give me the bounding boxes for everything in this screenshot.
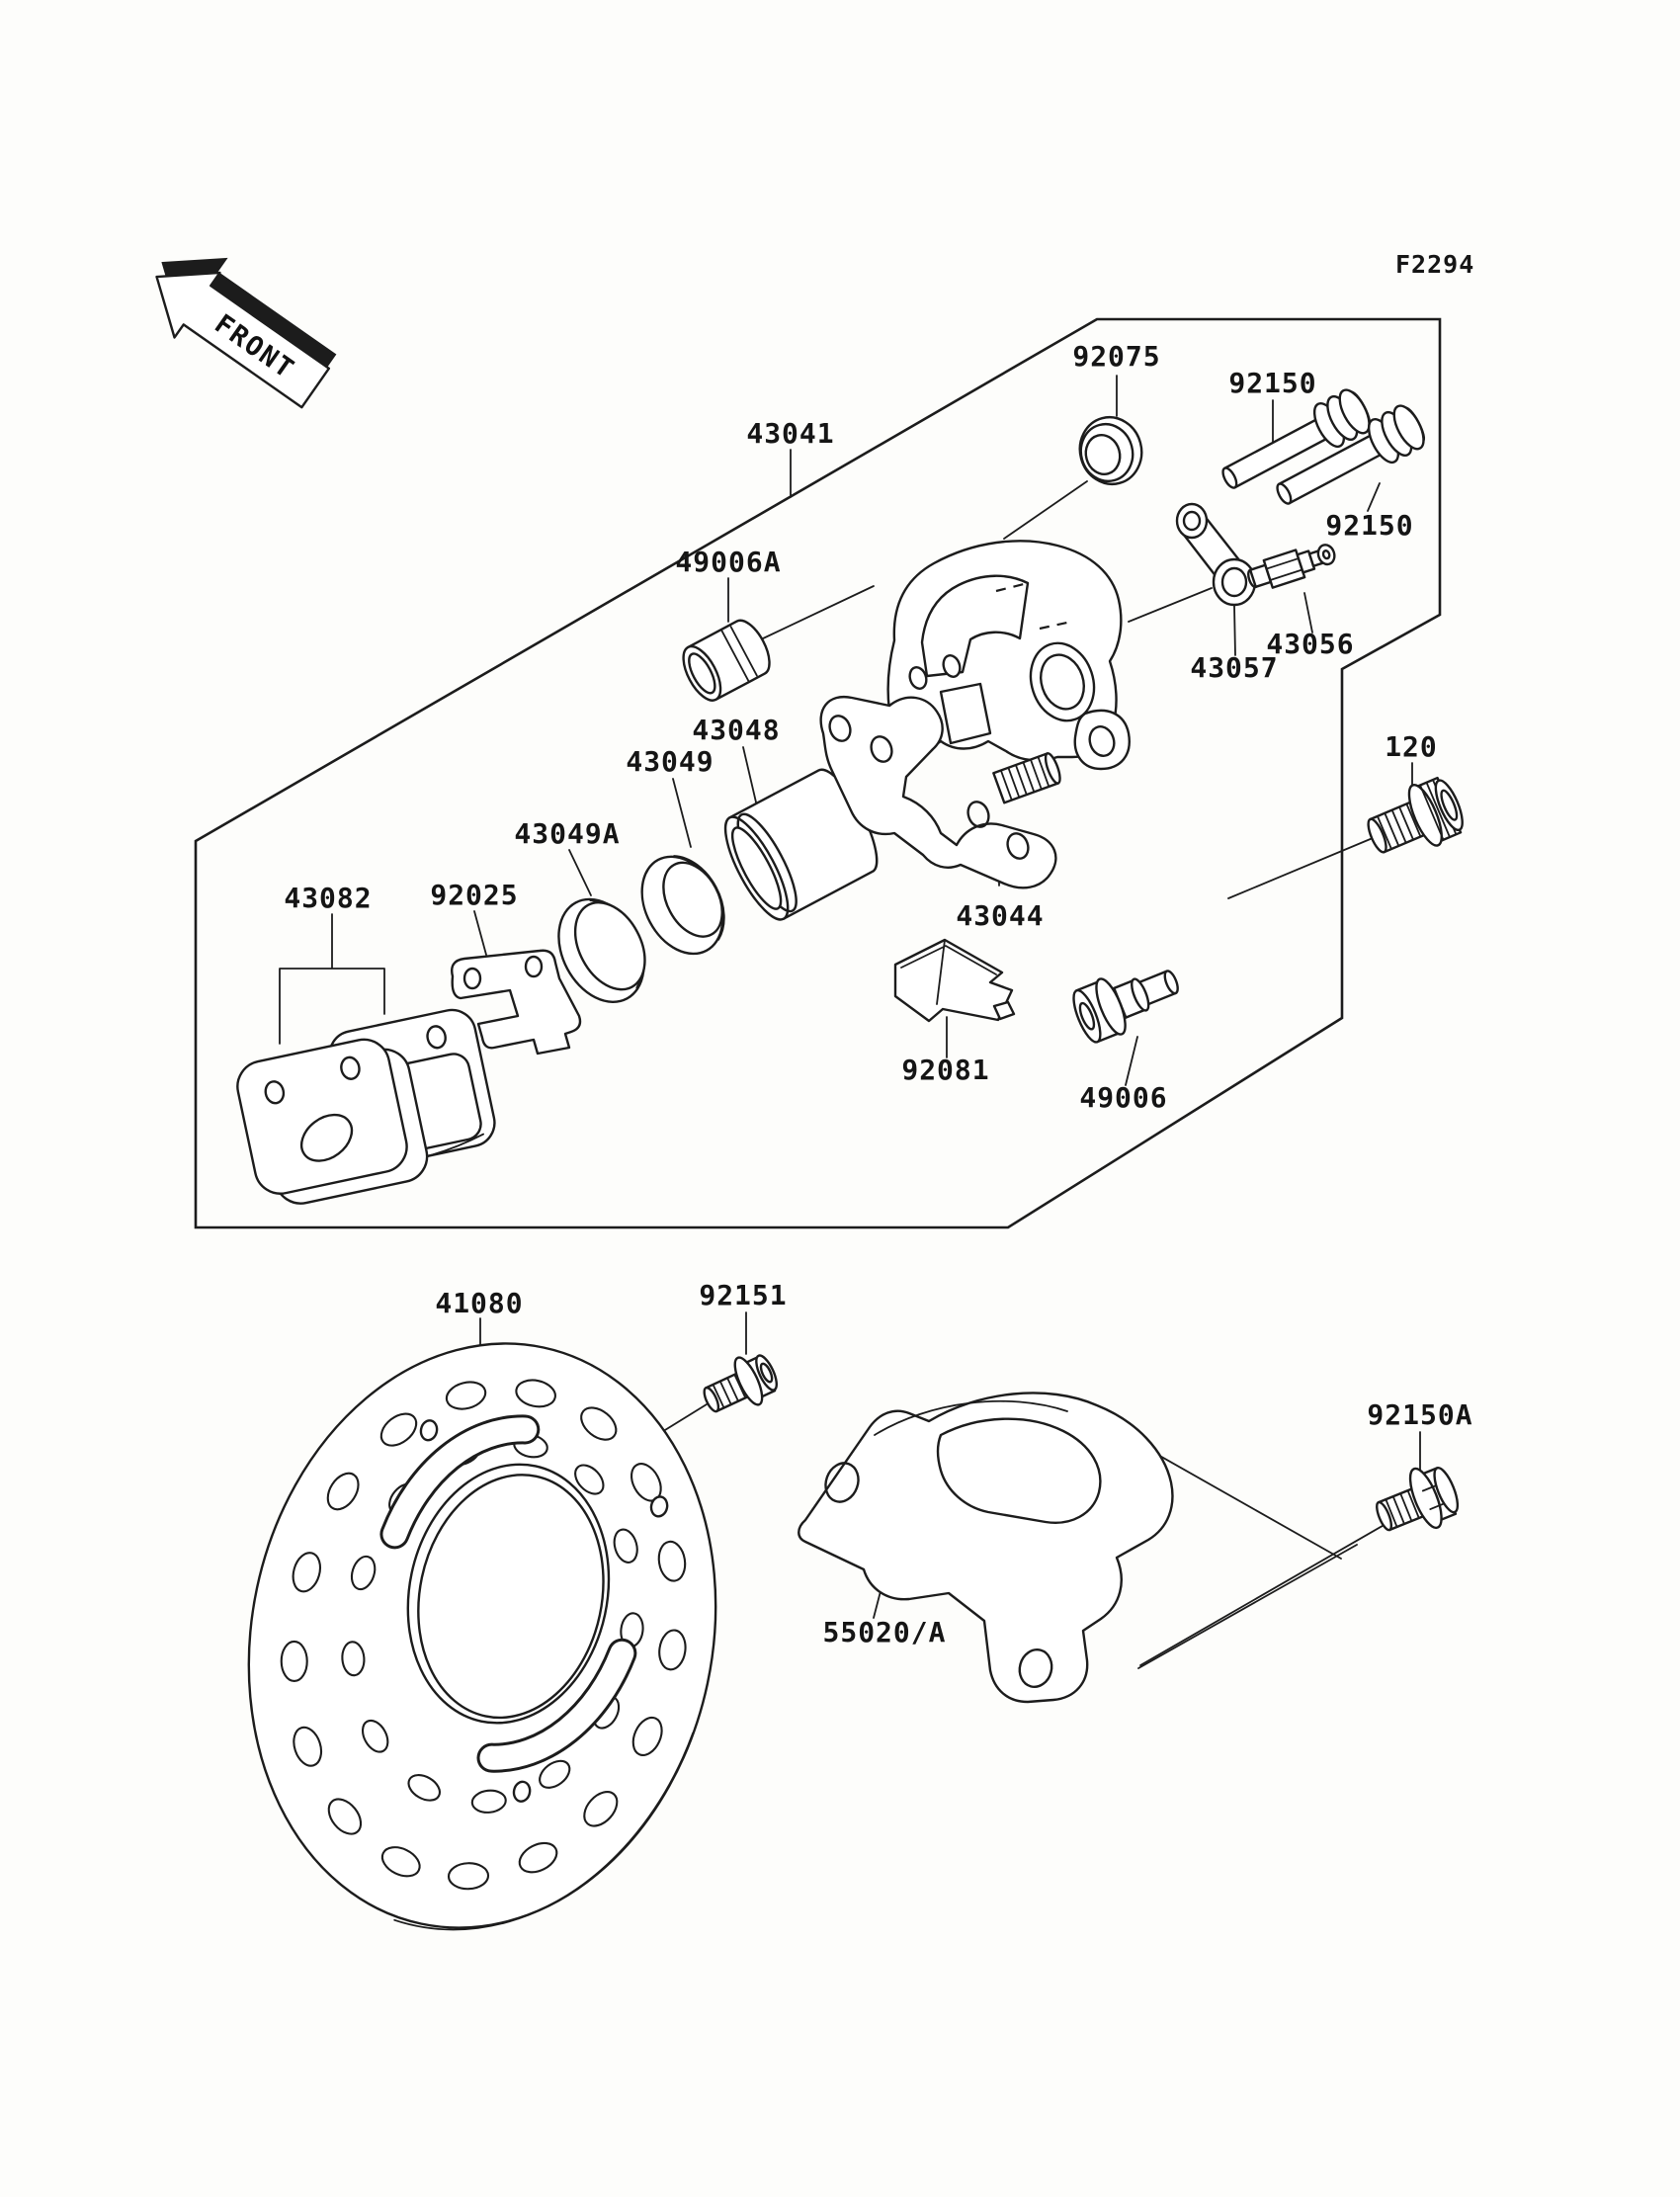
label-49006: 49006	[1079, 1081, 1168, 1114]
guard-bracket	[798, 1393, 1172, 1702]
label-43044: 43044	[956, 899, 1045, 932]
disc-bolt-92151	[696, 1346, 784, 1423]
label-43082: 43082	[284, 882, 373, 914]
label-92025: 92025	[430, 879, 519, 911]
label-92150-lower: 92150	[1325, 509, 1414, 542]
guard-bolt-92150a	[1368, 1458, 1466, 1547]
brake-pad-rear	[233, 1031, 432, 1212]
label-43057: 43057	[1190, 651, 1279, 684]
label-43041: 43041	[746, 417, 835, 450]
shoulder-bolt-49006	[1067, 953, 1187, 1047]
label-92081: 92081	[901, 1054, 990, 1086]
label-92150-upper: 92150	[1228, 367, 1317, 399]
brake-pads	[233, 1006, 499, 1213]
label-55020a: 55020/A	[822, 1616, 947, 1648]
brake-disc	[195, 1300, 768, 1975]
caliper-ear	[1075, 711, 1130, 769]
holder-spline-stud	[993, 752, 1062, 803]
front-arrow-label: FRONT	[209, 308, 300, 386]
bleeder-valve	[1245, 539, 1339, 593]
label-120: 120	[1385, 730, 1438, 763]
label-43049: 43049	[626, 745, 714, 778]
caliper-notch	[941, 684, 990, 743]
lever-43057	[1177, 504, 1255, 605]
pad-spring-92081	[895, 940, 1014, 1021]
piston-cap-49006a	[676, 615, 777, 706]
cap-seal-92075	[1072, 410, 1148, 491]
label-92075: 92075	[1072, 340, 1161, 373]
front-arrow	[131, 230, 347, 420]
label-92150a: 92150A	[1367, 1398, 1473, 1431]
label-43056: 43056	[1266, 628, 1355, 660]
label-49006a: 49006A	[675, 546, 782, 578]
bolt-120	[1359, 772, 1470, 868]
label-92151: 92151	[699, 1279, 788, 1311]
label-43049a: 43049A	[514, 817, 621, 850]
label-41080: 41080	[435, 1287, 524, 1319]
label-43048: 43048	[692, 714, 781, 746]
figure-code: F2294	[1395, 250, 1475, 279]
